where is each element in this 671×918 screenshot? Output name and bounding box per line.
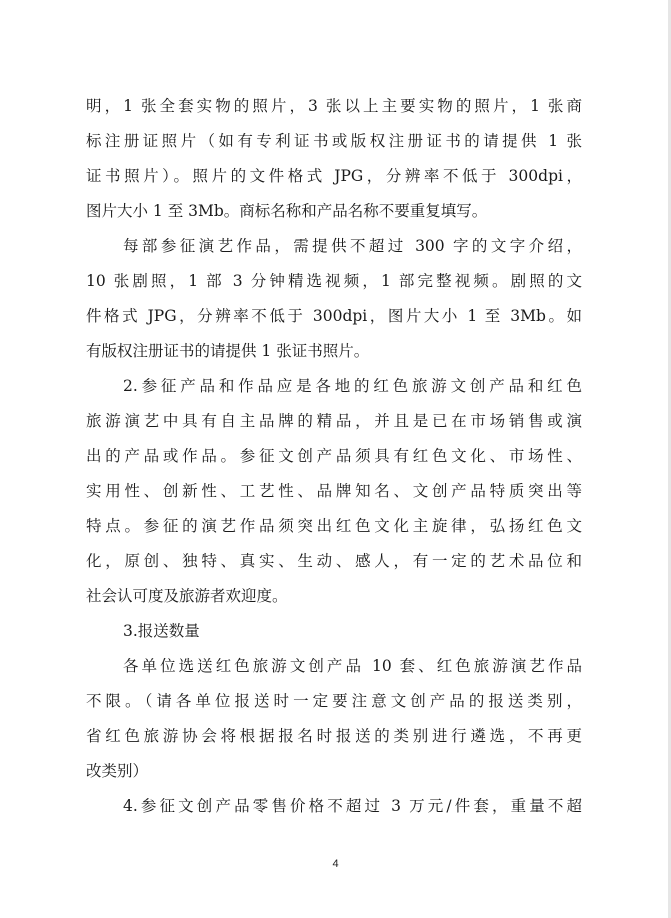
text-line: 证书照片）。照片的文件格式 JPG，分辨率不低于 300dpi， <box>86 167 582 185</box>
text-line: 件格式 JPG，分辨率不低于 300dpi，图片大小 1 至 3Mb。如 <box>86 307 582 325</box>
text-line: 有版权注册证书的请提供 1 张证书照片。 <box>86 342 370 360</box>
text-line: 特点。参征的演艺作品须突出红色文化主旋律，弘扬红色文 <box>86 517 582 535</box>
text-line: 社会认可度及旅游者欢迎度。 <box>86 587 288 605</box>
text-line: 4.参征文创产品零售价格不超过 3 万元/件套，重量不超 <box>123 797 582 815</box>
text-line: 不限。（请各单位报送时一定要注意文创产品的报送类别， <box>86 692 582 710</box>
text-line: 明，1 张全套实物的照片，3 张以上主要实物的照片，1 张商 <box>86 97 582 115</box>
text-line: 图片大小 1 至 3Mb。商标名称和产品名称不要重复填写。 <box>86 202 488 220</box>
document-body <box>86 89 582 824</box>
text-line: 标注册证照片（如有专利证书或版权注册证书的请提供 1 张 <box>86 132 582 150</box>
text-line: 每部参征演艺作品，需提供不超过 300 字的文字介绍， <box>123 237 582 255</box>
text-line: 省红色旅游协会将根据报名时报送的类别进行遴选，不再更 <box>86 727 582 745</box>
text-line: 旅游演艺中具有自主品牌的精品，并且是已在市场销售或演 <box>86 412 582 430</box>
text-line: 2.参征产品和作品应是各地的红色旅游文创产品和红色 <box>123 377 582 395</box>
text-line: 3.报送数量 <box>123 622 200 640</box>
text-line: 各单位选送红色旅游文创产品 10 套、红色旅游演艺作品 <box>123 657 582 675</box>
text-line: 改类别） <box>86 762 149 780</box>
page-number: 4 <box>332 858 339 870</box>
text-line: 10 张剧照，1 部 3 分钟精选视频，1 部完整视频。剧照的文 <box>86 272 582 290</box>
text-line: 实用性、创新性、工艺性、品牌知名、文创产品特质突出等 <box>86 482 582 500</box>
text-line: 出的产品或作品。参征文创产品须具有红色文化、市场性、 <box>86 447 582 465</box>
text-line: 化，原创、独特、真实、生动、感人，有一定的艺术品位和 <box>86 552 582 570</box>
